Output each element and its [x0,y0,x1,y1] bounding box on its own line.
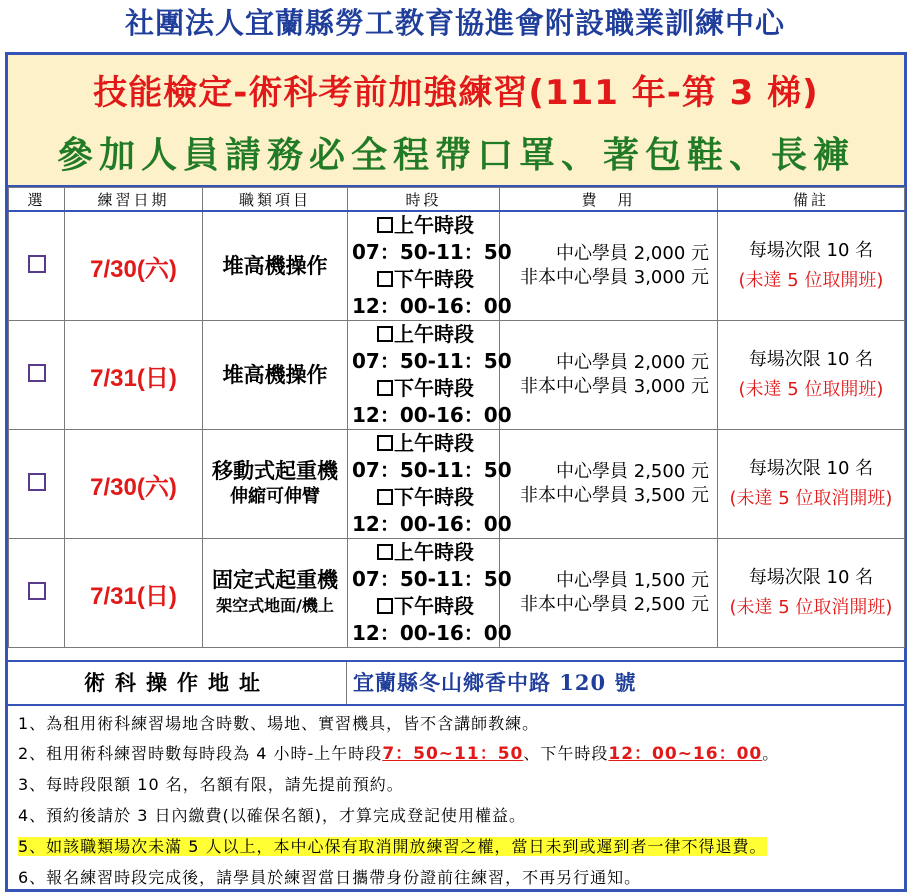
job-cell [203,211,348,321]
select-cell [9,321,65,430]
table-row [9,211,905,321]
job-detail: 架空式地面/機上 [216,596,334,615]
slot-am [352,212,499,239]
table-row [9,321,905,430]
slot-am-time: 07：50-11：50 [352,458,512,482]
practice-date: 7/30(六) [65,430,203,539]
fee-member: 中心學員 1,500 元 [556,570,709,591]
slot-am-checkbox[interactable] [377,217,393,233]
practice-date: 7/30(六) [65,211,203,321]
note-cell [718,321,905,430]
header-date: 練習日期 [65,188,203,212]
rule-4: 4、預約後請於 3 日內繳費(以確保名額)，才算完成登記使用權益。 [18,806,527,825]
fee-cell [500,539,718,648]
rule-2-text-c: 。 [762,744,780,763]
slot-pm [352,484,499,511]
job-cell [203,321,348,430]
slot-pm-time: 12：00-16：00 [352,294,512,318]
rule-5-highlighted-text: 5、如該職類場次未滿 5 人以上，本中心保有取消開放練習之權，當日未到或遲到者一律不得退費。 [18,837,767,856]
slot-am-checkbox[interactable] [377,435,393,451]
rule-3: 3、每時段限額 10 名，名額有限，請先提前預約。 [18,775,404,794]
note-limit: 每場次限 10 名 [748,567,874,588]
slot-am-time: 07：50-11：50 [352,349,512,373]
slot-am [352,430,499,457]
header-select: 選 [9,188,65,212]
select-checkbox[interactable] [28,255,46,273]
table-header-row [9,188,905,212]
address-label: 術科操作地址 [8,662,347,704]
header-slot: 時段 [348,188,500,212]
table-row [9,539,905,648]
flyer-frame [5,52,907,892]
org-title: 社團法人宜蘭縣勞工教育協進會附設職業訓練中心 [124,6,785,40]
rule-5 [18,834,767,860]
header-note: 備註 [718,188,905,212]
rule-2-text-b: 、下午時段 [523,744,609,763]
select-cell [9,430,65,539]
note-cell [718,211,905,321]
note-limit: 每場次限 10 名 [748,240,874,261]
banner-notice: 參加人員請務必全程帶口罩、著包鞋、長褲 [56,134,855,176]
slot-pm-label: 下午時段 [394,485,474,509]
slot-pm-time: 12：00-16：00 [352,621,512,645]
fee-cell [500,211,718,321]
slot-am-label: 上午時段 [394,540,474,564]
select-checkbox[interactable] [28,473,46,491]
fee-nonmember: 非本中心學員 3,000 元 [520,376,709,397]
select-cell [9,211,65,321]
slot-am [352,321,499,348]
note-limit: 每場次限 10 名 [748,349,874,370]
note-min: (未達 5 位取開班) [738,379,884,400]
slot-pm-label: 下午時段 [394,594,474,618]
slot-pm-label: 下午時段 [394,267,474,291]
rule-2-am-time: 7：50~11：50 [382,744,524,764]
slot-cell [348,430,512,539]
rule-6: 6、報名練習時段完成後，請學員於練習當日攜帶身份證前往練習，不再另行通知。 [18,868,642,887]
job-detail: 伸縮可伸臂 [230,486,320,507]
fee-nonmember: 非本中心學員 2,500 元 [520,594,709,615]
select-checkbox[interactable] [28,364,46,382]
slot-am [352,539,499,566]
rule-1: 1、為租用術科練習場地含時數、場地、實習機具，皆不含講師教練。 [18,714,540,733]
slot-cell [348,539,512,648]
rule-2 [18,741,779,767]
slot-pm [352,266,499,293]
fee-member: 中心學員 2,000 元 [556,352,709,373]
job-cell [203,430,348,539]
fee-member: 中心學員 2,000 元 [556,243,709,264]
slot-am-time: 07：50-11：50 [352,240,512,264]
banner-title-text: 技能檢定-術科考前加強練習 [93,73,529,113]
fee-nonmember: 非本中心學員 3,000 元 [520,267,709,288]
job-cell [203,539,348,648]
slot-pm-checkbox[interactable] [377,489,393,505]
slot-pm-time: 12：00-16：00 [352,512,512,536]
slot-pm-checkbox[interactable] [377,271,393,287]
schedule-table [8,187,905,648]
address-value: 宜蘭縣冬山鄉香中路 120 號 [353,670,637,695]
slot-pm-time: 12：00-16：00 [352,403,512,427]
rule-2-text-a: 2、租用術科練習時數每時段為 4 小時-上午時段 [18,744,383,763]
header-fee: 費 用 [500,188,718,212]
fee-member: 中心學員 2,500 元 [556,461,709,482]
slot-am-checkbox[interactable] [377,326,393,342]
slot-am-checkbox[interactable] [377,544,393,560]
slot-pm [352,375,499,402]
note-min: (未達 5 位取開班) [738,270,884,291]
slot-pm-checkbox[interactable] [377,598,393,614]
fee-cell [500,321,718,430]
practice-date: 7/31(日) [65,539,203,648]
select-checkbox[interactable] [28,582,46,600]
slot-pm [352,593,499,620]
job-name: 固定式起重機 [212,568,338,592]
slot-pm-label: 下午時段 [394,376,474,400]
slot-am-label: 上午時段 [394,431,474,455]
banner-main-title [8,65,904,114]
note-min: (未達 5 位取消開班) [729,597,893,618]
practice-date: 7/31(日) [65,321,203,430]
select-cell [9,539,65,648]
header-job: 職類項目 [203,188,348,212]
job-name: 堆高機操作 [222,253,328,278]
note-min: (未達 5 位取消開班) [729,488,893,509]
rule-2-pm-time: 12：00~16：00 [608,744,763,764]
job-name: 堆高機操作 [222,362,328,387]
note-limit: 每場次限 10 名 [748,458,874,479]
job-name: 移動式起重機 [212,459,338,483]
slot-cell [348,211,512,321]
note-cell [718,539,905,648]
slot-cell [348,321,512,430]
slot-pm-checkbox[interactable] [377,380,393,396]
banner [8,55,904,187]
fee-cell [500,430,718,539]
banner-title-session: (111 年-第 3 梯) [528,73,819,113]
note-cell [718,430,905,539]
fee-nonmember: 非本中心學員 3,500 元 [520,485,709,506]
slot-am-time: 07：50-11：50 [352,567,512,591]
slot-am-label: 上午時段 [394,213,474,237]
slot-am-label: 上午時段 [394,322,474,346]
address-row [8,660,904,706]
table-row [9,430,905,539]
